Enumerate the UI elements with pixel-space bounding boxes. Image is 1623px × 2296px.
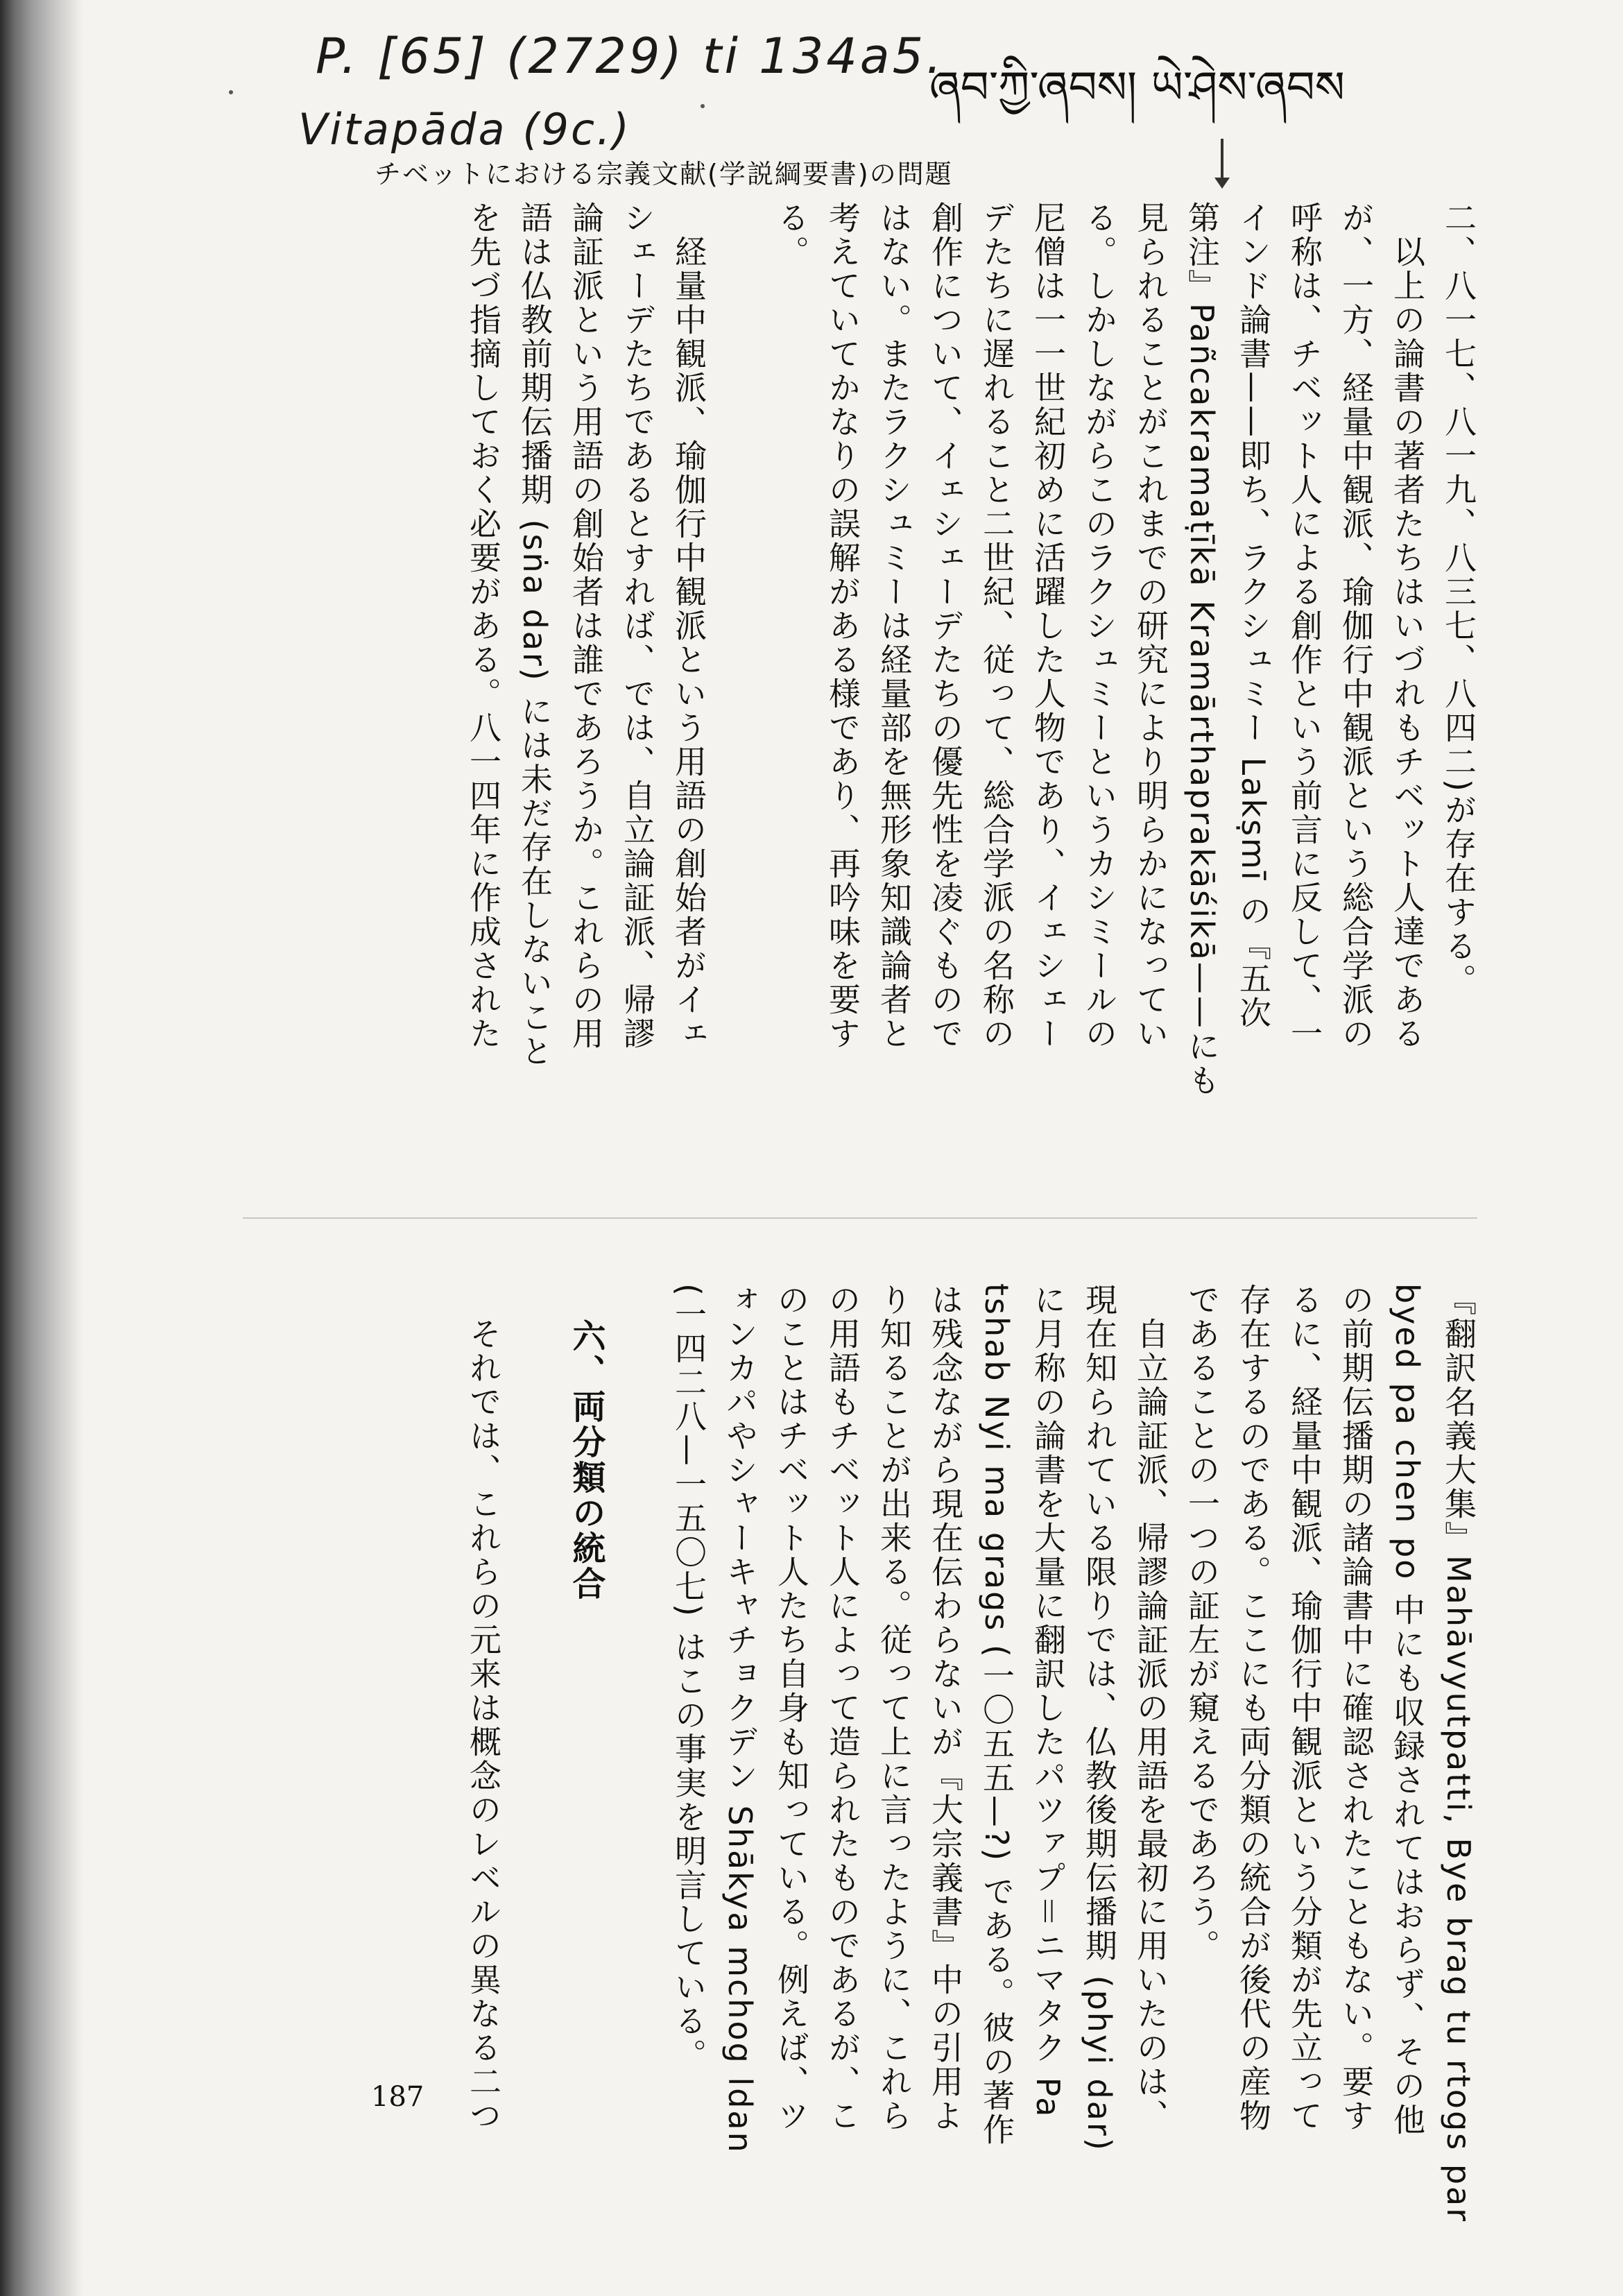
text-column: を先づ指摘しておく必要がある。八一四年に作成された <box>465 201 502 1051</box>
running-head: チベットにおける宗義文献(学説綱要書)の問題 <box>375 159 953 189</box>
text-column: 以上の論書の著者たちはいづれもチベット人達である <box>1389 201 1426 1051</box>
text-column: が、一方、経量中観派、瑜伽行中観派という総合学派の <box>1337 201 1375 1051</box>
page-number: 187 <box>371 2081 424 2113</box>
text-column: 経量中観派、瑜伽行中観派という用語の創始者がイェ <box>670 201 707 1051</box>
handwritten-arrow-icon <box>1221 139 1223 180</box>
text-column: 自立論証派、帰謬論証派の用語を最初に用いたのは、 <box>1132 1283 1169 2133</box>
text-column: それでは、これらの元来は概念のレベルの異なる二つ <box>465 1283 502 2133</box>
text-column: は残念ながら現在伝わらないが『大宗義書』中の引用よ <box>927 1283 964 2133</box>
text-column: 現在知られている限りでは、仏教後期伝播期 (phyi dar) <box>1081 1283 1118 2152</box>
scan-binding-shadow <box>0 0 83 2296</box>
handwritten-tibetan-note: ཞབ་ཀྱི་ཞབས། ཡེ་ཤེས་ཞབས <box>929 62 1345 114</box>
text-column: 創作について、イェシェーデたちの優先性を凌ぐもので <box>927 201 964 1051</box>
text-column: tshab Nyi ma grags (一〇五五—?) である。彼の著作 <box>978 1283 1015 2147</box>
text-column: の用語もチベット人によって造られたものであるが、こ <box>824 1283 861 2133</box>
text-column: シェーデたちであるとすれば、では、自立論証派、帰謬 <box>619 201 656 1051</box>
text-column: byed pa chen po 中にも収録されてはおらず、その他 <box>1389 1283 1426 2138</box>
text-column: る。 <box>773 201 810 269</box>
text-column: デたちに遅れること二世紀、従って、総合学派の名称の <box>978 201 1015 1051</box>
text-column: 論証派という用語の創始者は誰であろうか。これらの用 <box>567 201 605 1051</box>
text-column: ォンカパやシャーキャチョクデン Shākya mchog ldan <box>721 1283 759 2154</box>
scan-speck <box>229 90 233 94</box>
text-column: 呼称は、チベット人による創作という前言に反して、一 <box>1286 201 1323 1051</box>
text-column: のことはチベット人たち自身も知っている。例えば、ツ <box>773 1283 810 2133</box>
text-column: の前期伝播期の諸論書中に確認されたこともない。要す <box>1337 1283 1375 2133</box>
text-column: に月称の論書を大量に翻訳したパツァプ＝ニマタク Pa <box>1029 1283 1067 2119</box>
tier-divider <box>243 1217 1477 1219</box>
text-column: インド論書——即ち、ラクシュミー Lakṣmī の『五次 <box>1235 201 1272 1031</box>
text-column: 語は仏教前期伝播期 (sṅa dar) には未だ存在しないこと <box>516 201 553 1069</box>
scan-speck <box>701 104 705 108</box>
text-block-top <box>458 201 1484 1200</box>
text-column: (一四二八—一五〇七) はこの事実を明言している。 <box>670 1283 707 2073</box>
handwritten-author-note: Vitapāda (9c.) <box>298 104 631 155</box>
text-column: 尼僧は一一世紀初めに活躍した人物であり、イェシェー <box>1029 201 1067 1051</box>
text-column: り知ることが出来る。従って上に言ったように、これら <box>875 1283 913 2133</box>
text-column: るに、経量中観派、瑜伽行中観派という分類が先立って <box>1286 1283 1323 2133</box>
section-heading: 六、両分類の統合 <box>567 1283 606 1602</box>
text-column: 考えていてかなりの誤解がある様であり、再吟味を要す <box>824 201 861 1051</box>
text-column: はない。またラクシュミーは経量部を無形象知識論者と <box>875 201 913 1051</box>
text-column: であることの一つの証左が窺えるであろう。 <box>1183 1283 1221 1963</box>
text-column: 『翻訳名義大集』Mahāvyutpatti, Bye brag tu rtogs par <box>1440 1283 1477 2224</box>
text-block-bottom <box>458 1283 1484 2268</box>
text-column: 見られることがこれまでの研究により明らかになってい <box>1132 201 1169 1051</box>
handwritten-reference: P. [65] (2729) ti 134a5. <box>316 28 945 85</box>
text-column: 第注』Pañcakramaṭīkā Kramārthaprakāśikā——にも <box>1183 201 1221 1098</box>
text-column: 存在するのである。ここにも両分類の統合が後代の産物 <box>1235 1283 1272 2133</box>
text-column: る。しかしながらこのラクシュミーというカシミールの <box>1081 201 1118 1051</box>
text-column: 二、八一七、八一九、八三七、八四二)が存在する。 <box>1440 201 1477 997</box>
